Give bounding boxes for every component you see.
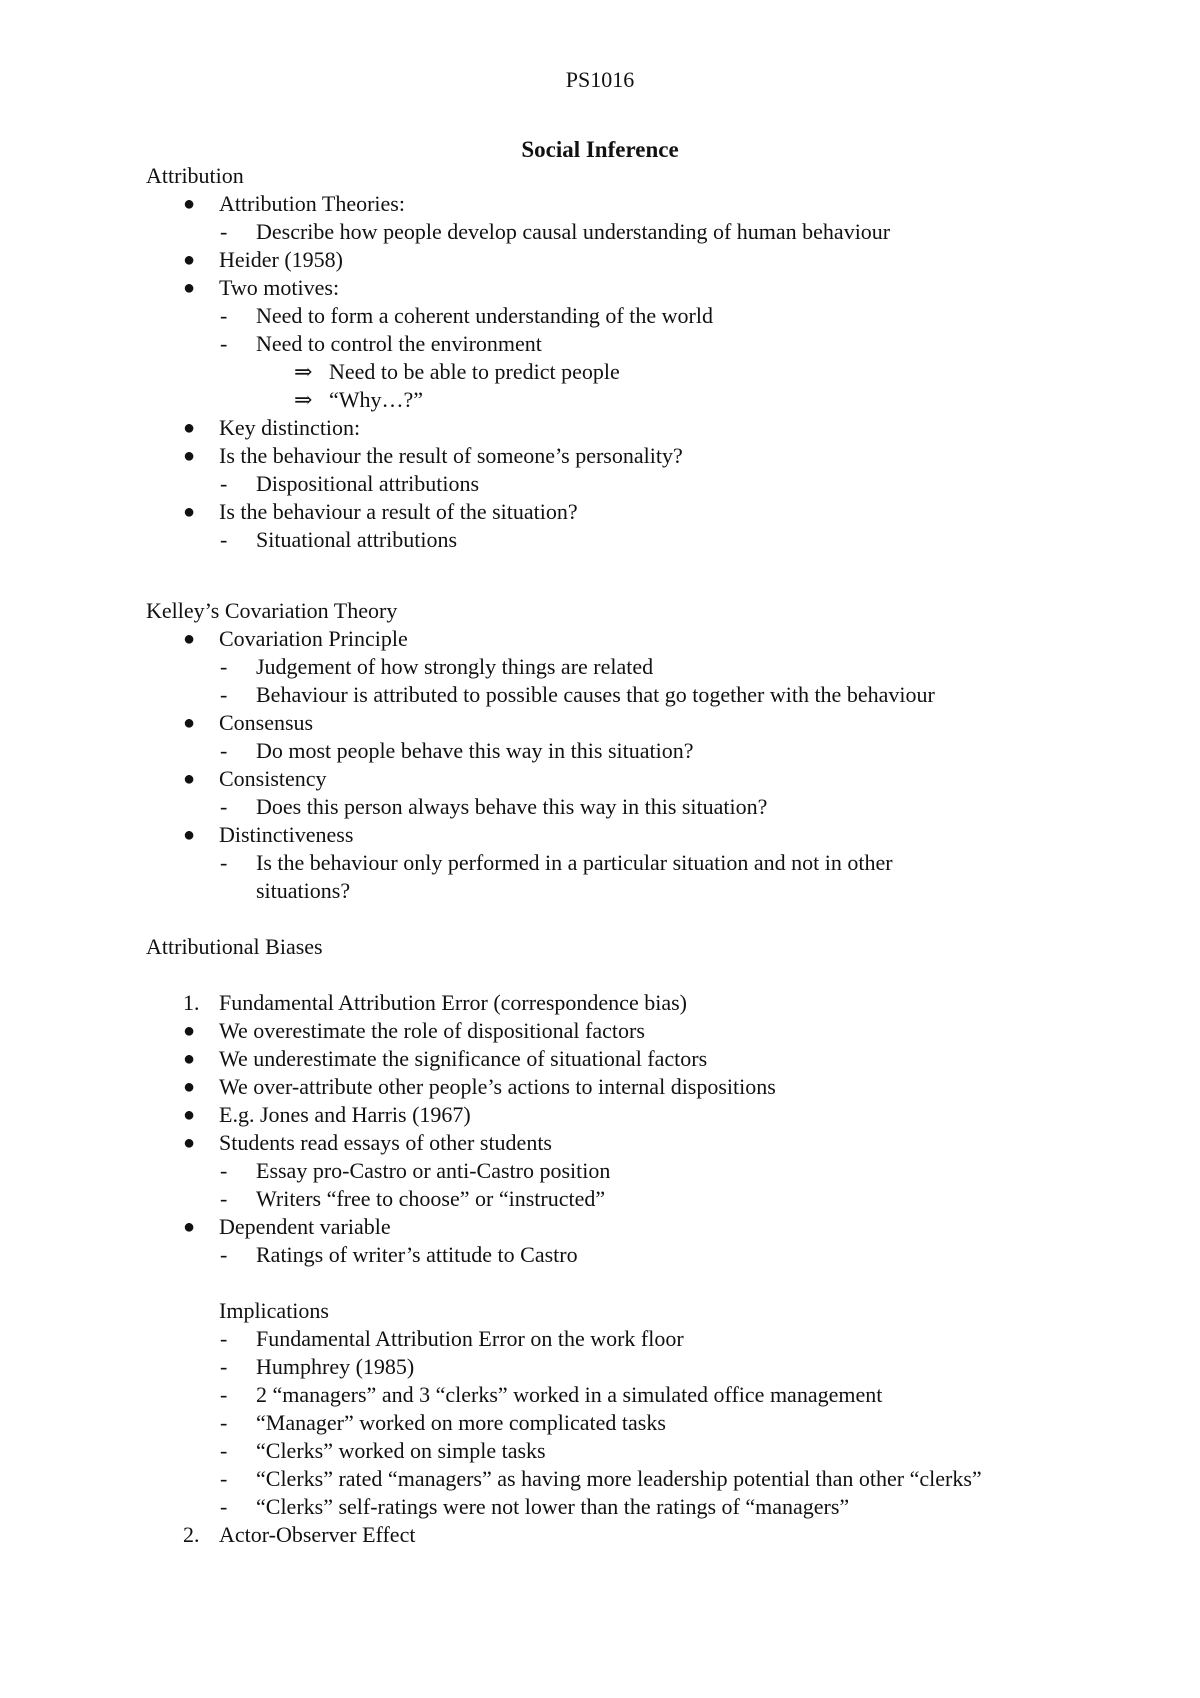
dash-icon: - [220, 471, 228, 496]
dash-icon: - [220, 1158, 228, 1183]
list-item: Consensus [219, 710, 314, 735]
dash-icon: - [220, 654, 228, 679]
dash-icon: - [220, 1354, 228, 1379]
bullet-icon: ● [183, 193, 196, 215]
bullet-icon: ● [183, 1076, 196, 1098]
list-item: Students read essays of other students [219, 1130, 552, 1155]
bullet-icon: ● [183, 1020, 196, 1042]
list-item: Covariation Principle [219, 626, 408, 651]
list-item: We over-attribute other people’s actions to internal dispositions [219, 1074, 776, 1099]
list-item-continuation: situations? [256, 878, 351, 903]
list-item: Dispositional attributions [256, 471, 480, 496]
list-item: Need to be able to predict people [329, 359, 620, 384]
dash-icon: - [220, 1410, 228, 1435]
list-item: Does this person always behave this way in this situation? [256, 794, 768, 819]
bullet-icon: ● [183, 249, 196, 271]
list-item: “Clerks” rated “managers” as having more leadership potential than other “clerks” [256, 1466, 982, 1491]
section-heading-attributional-biases: Attributional Biases [146, 934, 323, 959]
dash-icon: - [220, 1438, 228, 1463]
implies-arrow-icon: ⇒ [294, 359, 313, 384]
dash-icon: - [220, 738, 228, 763]
implies-arrow-icon: ⇒ [294, 387, 313, 412]
dash-icon: - [220, 682, 228, 707]
list-item: 2 “managers” and 3 “clerks” worked in a simulated office management [256, 1382, 883, 1407]
list-item: Is the behaviour only performed in a particular situation and not in other [256, 850, 893, 875]
dash-icon: - [220, 850, 228, 875]
bullet-icon: ● [183, 1104, 196, 1126]
dash-icon: - [220, 303, 228, 328]
bullet-icon: ● [183, 1132, 196, 1154]
list-item: Need to form a coherent understanding of the world [256, 303, 713, 328]
list-item: Dependent variable [219, 1214, 391, 1239]
dash-icon: - [220, 794, 228, 819]
list-item: Is the behaviour the result of someone’s personality? [219, 443, 683, 468]
list-item: Is the behaviour a result of the situation? [219, 499, 578, 524]
list-item: Attribution Theories: [219, 191, 405, 216]
list-item: Actor-Observer Effect [219, 1522, 416, 1547]
list-number: 2. [183, 1522, 200, 1547]
list-number: 1. [183, 990, 200, 1015]
list-item: Fundamental Attribution Error (correspondence bias) [219, 990, 687, 1015]
list-item: Key distinction: [219, 415, 361, 440]
subheading-implications: Implications [219, 1298, 329, 1323]
list-item: Judgement of how strongly things are related [256, 654, 654, 679]
list-item: “Why…?” [329, 387, 424, 412]
list-item: Essay pro-Castro or anti-Castro position [256, 1158, 611, 1183]
bullet-icon: ● [183, 628, 196, 650]
list-item: Writers “free to choose” or “instructed” [256, 1186, 606, 1211]
dash-icon: - [220, 527, 228, 552]
dash-icon: - [220, 1186, 228, 1211]
list-item: We underestimate the significance of situational factors [219, 1046, 708, 1071]
dash-icon: - [220, 1242, 228, 1267]
list-item: Distinctiveness [219, 822, 354, 847]
list-item: “Clerks” worked on simple tasks [256, 1438, 546, 1463]
dash-icon: - [220, 219, 228, 244]
list-item: Humphrey (1985) [256, 1354, 415, 1379]
list-item: Fundamental Attribution Error on the work floor [256, 1326, 684, 1351]
list-item: Two motives: [219, 275, 340, 300]
section-heading-attribution: Attribution [146, 163, 244, 188]
bullet-icon: ● [183, 1048, 196, 1070]
dash-icon: - [220, 1466, 228, 1491]
bullet-icon: ● [183, 277, 196, 299]
bullet-icon: ● [183, 768, 196, 790]
bullet-icon: ● [183, 824, 196, 846]
dash-icon: - [220, 1494, 228, 1519]
bullet-icon: ● [183, 501, 196, 523]
dash-icon: - [220, 331, 228, 356]
list-item: Behaviour is attributed to possible causes that go together with the behaviour [256, 682, 935, 707]
section-heading-kelley: Kelley’s Covariation Theory [146, 598, 398, 623]
dash-icon: - [220, 1326, 228, 1351]
list-item: Heider (1958) [219, 247, 344, 272]
bullet-icon: ● [183, 1216, 196, 1238]
list-item: Ratings of writer’s attitude to Castro [256, 1242, 578, 1267]
list-item: E.g. Jones and Harris (1967) [219, 1102, 471, 1127]
list-item: “Manager” worked on more complicated tasks [256, 1410, 666, 1435]
list-item: Need to control the environment [256, 331, 542, 356]
bullet-icon: ● [183, 445, 196, 467]
list-item: Consistency [219, 766, 327, 791]
bullet-icon: ● [183, 712, 196, 734]
list-item: Describe how people develop causal understanding of human behaviour [256, 219, 891, 244]
page-title: Social Inference [521, 137, 679, 162]
bullet-icon: ● [183, 417, 196, 439]
list-item: We overestimate the role of dispositional factors [219, 1018, 645, 1043]
page-header: PS1016 [565, 67, 635, 92]
list-item: Situational attributions [256, 527, 458, 552]
dash-icon: - [220, 1382, 228, 1407]
list-item: “Clerks” self-ratings were not lower than the ratings of “managers” [256, 1494, 850, 1519]
list-item: Do most people behave this way in this situation? [256, 738, 694, 763]
